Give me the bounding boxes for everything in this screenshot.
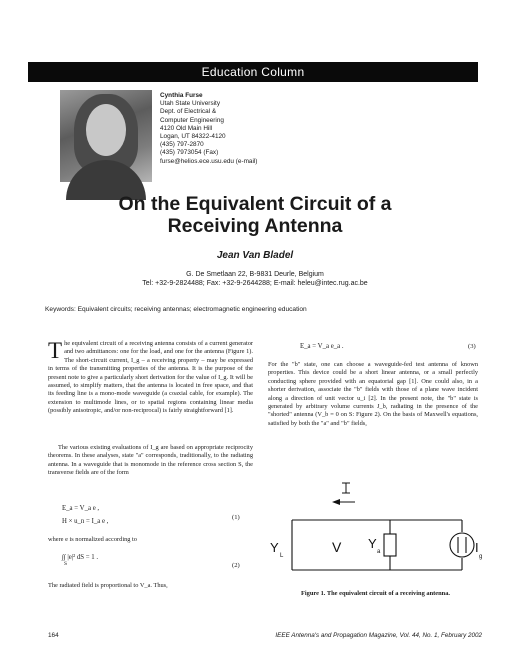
editor-line: (435) 797-2870 [160,141,204,149]
page-number: 164 [48,632,59,639]
body-paragraph-col2: For the "b" state, one can choose a waveguide-fed test antenna of known properties. This device could be a short linear antenna, or a small perfectly conducting sphere provided with an equatorial gap [1]. One could also, in a shorter derivation, associate the "b" fields with those of a plane wave incident along a direction of unit vector u_i [2]. In the present note, the "b" state is generated by arbitrary volume currents J_b, radiating in the presence of the "shorted" antenna (V_b = 0 on S: Figure 2). On the basis of Maxwell's equations, satisfied by both the "a" and "b" fields, [268,361,478,427]
equation-3: E_a = V_a e_a . [300,343,344,350]
title-line-2: Receiving Antenna [167,215,343,237]
editor-line: Utah State University [160,100,221,108]
equivalent-circuit-diagram [262,480,482,580]
equation-1 [62,505,242,525]
body-paragraph-2: The various existing evaluations of I_g are based on appropriate reciprocity theorems. In these analyses, state "a" corresponds, traditionally, to the radiating antenna. In a waveguide that is monomode in the reference cross section S, the transverse fields are of the form [48,444,253,477]
equation-2-number: (2) [232,562,240,569]
editor-line: (435) 7973054 (Fax) [160,149,219,157]
author-photo [60,90,152,182]
editor-line: furse@helios.ece.usu.edu (e-mail) [160,157,258,165]
body-text-radiated: The radiated field is proportional to V_a. Thus, [48,582,168,589]
column-editor-info [160,92,360,166]
article-author: Jean Van Bladel [216,250,294,261]
editor-line: Computer Engineering [160,116,224,124]
author-affiliation [28,270,482,288]
equation-3-number: (3) [468,343,476,350]
body-paragraph-1 [48,340,253,416]
equation-1a: E_a = V_a e , [62,505,100,512]
equation-1b: H × u_n = I_a e , [62,518,109,525]
equation-1-number: (1) [232,514,240,521]
equation-2-body: ∫∫ |e|² dS = 1 . [62,554,99,561]
title-line-1: On the Equivalent Circuit of a [118,193,392,215]
antenna-admittance-label: Y [368,536,377,551]
source-current-label: I [475,540,479,555]
journal-footer: IEEE Antenna's and Propagation Magazine, Vol. 44, No. 1, February 2002 [275,632,482,639]
voltage-label: V [332,539,342,555]
keywords: Keywords: Equivalent circuits; receiving antennas; electromagnetic engineering education [45,306,307,313]
drop-cap: T [48,338,63,363]
affiliation-address: G. De Smetlaan 22, B-9831 Deurle, Belgium [186,271,324,278]
body-text-where: where e is normalized according to [48,536,137,543]
section-banner: Education Column [28,62,478,82]
paragraph-text: he equivalent circuit of a receiving antenna consists of a current generator and two admittances: one for the load, and one for the antenna (Figure 1). The short-circuit current, I_g – a receiving property – may be expressed in terms of the transmitting properties of the antenna. It is the purpose of the present note to give a particularly short derivation for the value of I_g. It will be assumed, to simplify matters, that the antenna is located in free space, and that its feeding line is a mono-mode waveguide (a coaxial cable, for example). The extension to multimode lines, or to spatial regions containing linear media (possibly anisotropic, and/or non-reciprocal) is fairly straightforward [1]. [48,340,253,415]
source-current-subscript: g [479,554,483,560]
antenna-admittance-subscript: a [377,549,381,555]
editor-line: 4120 Old Main Hill [160,124,213,132]
figure-caption: Figure 1. The equivalent circuit of a receiving antenna. [301,590,450,597]
affiliation-contact: Tel: +32-9-2824488; Fax: +32-9-2644288; E-mail: heleu@intec.rug.ac.be [142,280,368,287]
load-admittance-label: Y [270,540,279,555]
editor-name: Cynthia Furse [160,92,203,99]
load-admittance-subscript: L [280,553,284,559]
article-title [28,193,482,237]
equation-2-subscript: S [64,561,68,567]
editor-line: Logan, UT 84322-4120 [160,133,226,141]
equation-2 [62,554,182,567]
editor-line: Dept. of Electrical & [160,108,217,116]
